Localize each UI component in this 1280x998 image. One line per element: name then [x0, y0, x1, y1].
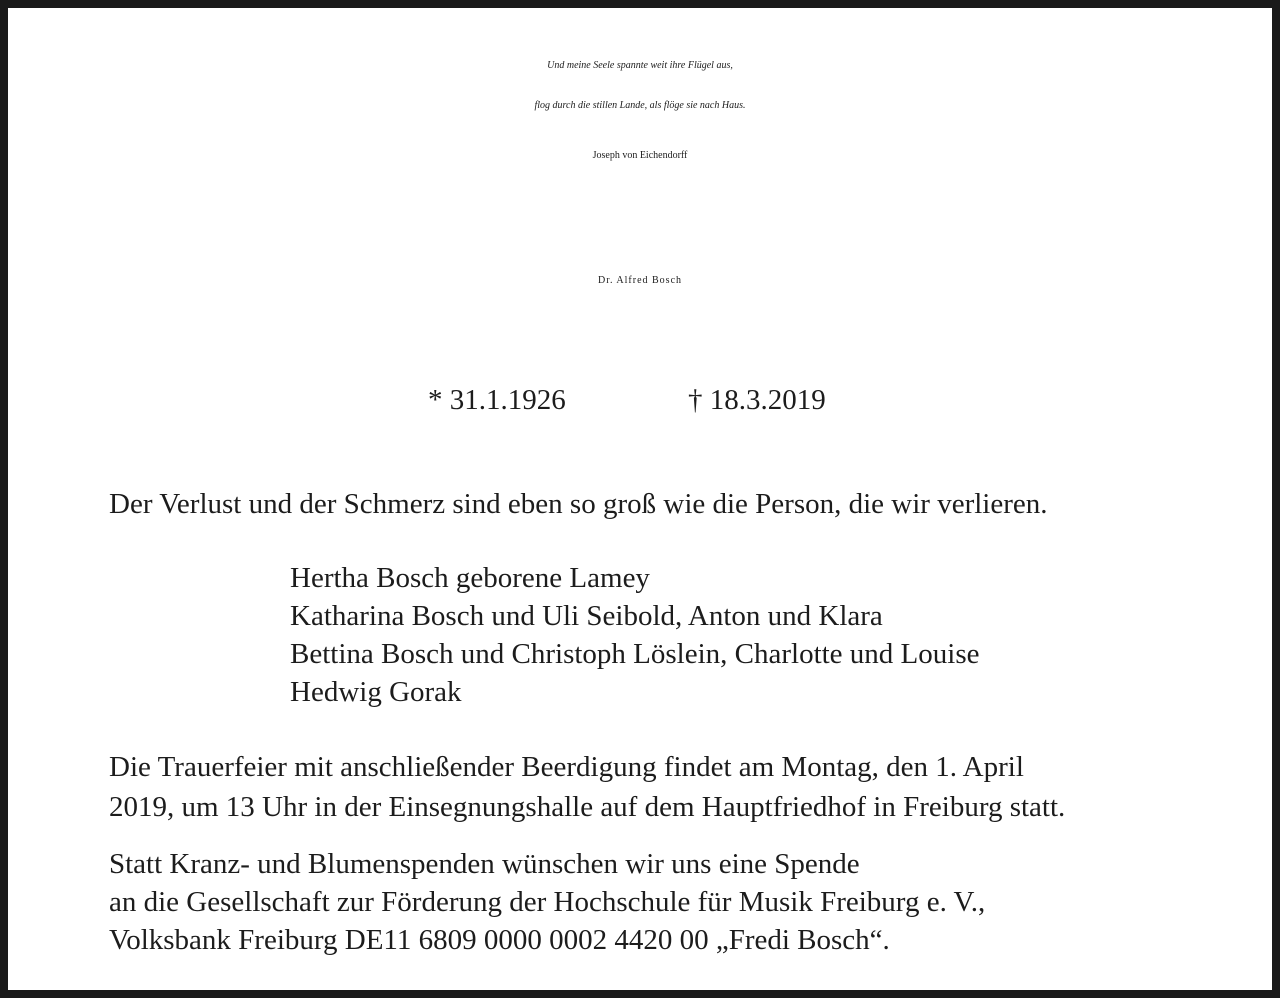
mourner-line-4: Hedwig Gorak — [290, 676, 462, 708]
donation-line-1: Statt Kranz- und Blumenspenden wünschen wir uns eine Spende — [109, 848, 860, 880]
grief-statement: Der Verlust und der Schmerz sind eben so groß wie die Person, die wir verlieren. — [109, 488, 1048, 520]
death-date: † 18.3.2019 — [688, 384, 826, 416]
birth-date: * 31.1.1926 — [428, 384, 566, 416]
funeral-line-2: 2019, um 13 Uhr in der Einsegnungshalle auf dem Hauptfriedhof in Freiburg statt. — [109, 791, 1066, 823]
quote-line-1: Und meine Seele spannte weit ihre Flügel aus, — [547, 60, 733, 71]
mourner-line-1: Hertha Bosch geborene Lamey — [290, 562, 650, 594]
mourner-line-3: Bettina Bosch und Christoph Löslein, Charlotte und Louise — [290, 638, 980, 670]
funeral-line-1: Die Trauerfeier mit anschließender Beerdigung findet am Montag, den 1. April — [109, 751, 1024, 783]
donation-line-2: an die Gesellschaft zur Förderung der Hochschule für Musik Freiburg e. V., — [109, 886, 986, 918]
quote-author: Joseph von Eichendorff — [592, 150, 688, 161]
mourner-line-2: Katharina Bosch und Uli Seibold, Anton und Klara — [290, 600, 883, 632]
deceased-name: Dr. Alfred Bosch — [597, 275, 683, 286]
donation-line-3: Volksbank Freiburg DE11 6809 0000 0002 4420 00 „Fredi Bosch“. — [109, 924, 890, 956]
quote-line-2: flog durch die stillen Lande, als flöge sie nach Haus. — [534, 100, 746, 111]
